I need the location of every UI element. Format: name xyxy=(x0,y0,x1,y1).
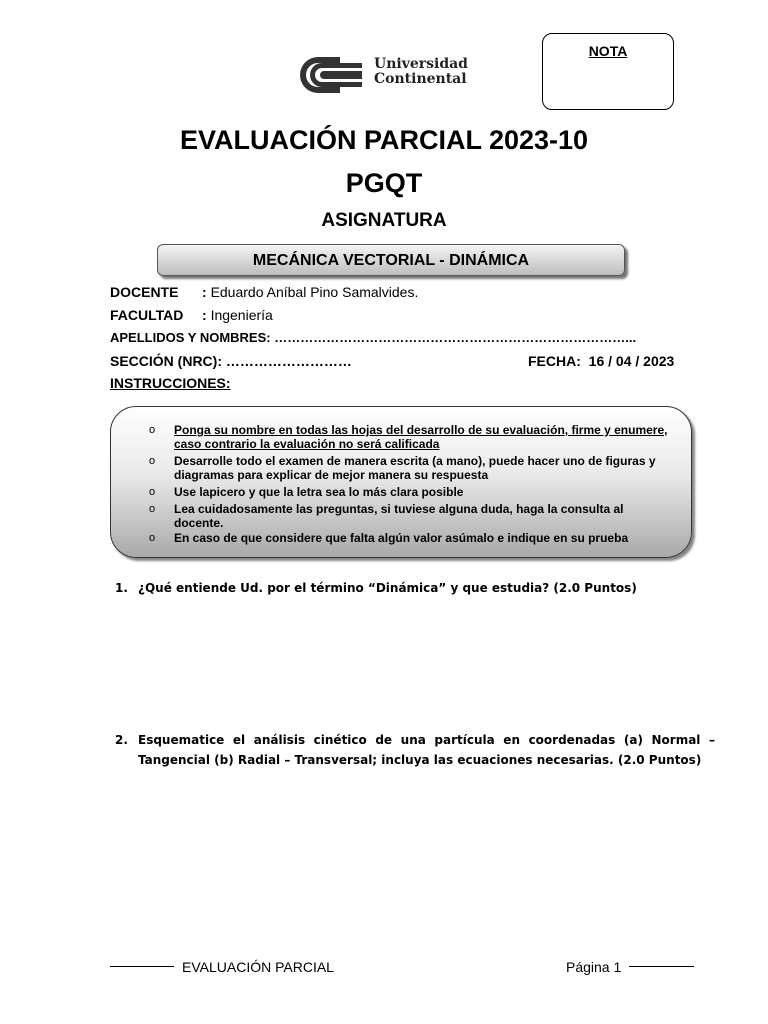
teacher-row xyxy=(110,284,418,300)
bullet-icon: o xyxy=(149,532,156,544)
bullet-icon: o xyxy=(149,503,156,515)
footer-rule-left xyxy=(110,966,174,967)
question-1 xyxy=(115,578,715,598)
section-row xyxy=(110,353,352,369)
teacher-label: DOCENTE xyxy=(110,284,179,300)
question-number: 1. xyxy=(115,581,128,595)
faculty-value: Ingeniería xyxy=(210,307,273,323)
teacher-sep: : xyxy=(202,284,207,300)
bullet-icon: o xyxy=(149,424,156,436)
logo-text xyxy=(374,57,468,87)
instructions-list xyxy=(149,423,669,548)
teacher-name: Eduardo Aníbal Pino Samalvides. xyxy=(210,284,419,300)
instruction-item: o Use lapicero y que la letra sea lo más clara posible xyxy=(149,485,464,499)
bullet-icon: o xyxy=(149,486,156,498)
course-name-box: MECÁNICA VECTORIAL - DINÁMICA xyxy=(157,244,625,276)
faculty-sep: : xyxy=(202,307,207,323)
subject-heading: ASIGNATURA xyxy=(321,210,447,231)
page-number: Página 1 xyxy=(566,959,622,975)
question-text: ¿Qué entiende Ud. por el término “Dinámica” y que estudia? (2.0 Puntos) xyxy=(138,581,637,595)
question-text: Esquematice el análisis cinético de una partícula en coordenadas (a) Normal – Tangencial (b) Radial – Transversal; incluya las ecuaciones necesarias. (2.0 Puntos) xyxy=(138,733,715,767)
section-label: SECCIÓN (NRC): xyxy=(110,353,222,369)
logo-mark-icon xyxy=(300,54,364,96)
exam-subtitle: PGQT xyxy=(345,168,423,198)
university-logo xyxy=(300,54,472,96)
student-name-label: APELLIDOS Y NOMBRES: xyxy=(110,330,271,345)
grade-box xyxy=(542,33,674,110)
logo-line-2: Continental xyxy=(374,71,467,87)
grade-box-label: NOTA xyxy=(588,43,628,59)
footer-rule-right xyxy=(629,966,694,967)
instructions-box xyxy=(110,406,692,558)
student-name-row xyxy=(110,330,636,345)
question-2 xyxy=(115,730,715,770)
instruction-item: o Desarrolle todo el examen de manera escrita (a mano), puede hacer uno de figuras y diagramas para explicar de mejor manera su respuesta xyxy=(149,454,656,482)
instruction-item: o Lea cuidadosamente las preguntas, si tuviese alguna duda, haga la consulta al docente. xyxy=(149,502,624,530)
faculty-label: FACULTAD xyxy=(110,307,184,323)
faculty-row xyxy=(110,307,273,323)
question-number: 2. xyxy=(115,733,128,747)
bullet-icon: o xyxy=(149,455,156,467)
date-label: FECHA: xyxy=(528,353,581,369)
instruction-item: o Ponga su nombre en todas las hojas del desarrollo de su evaluación, firme y enumere, caso contrario la evaluación no será calificada xyxy=(149,423,668,451)
date-row xyxy=(528,353,674,369)
instructions-heading: INSTRUCCIONES: xyxy=(110,375,231,391)
date-value: 16 / 04 / 2023 xyxy=(588,353,675,369)
section-blank: ……………………… xyxy=(225,353,352,369)
student-name-blank: ………………………………………………………………………... xyxy=(274,330,637,345)
exam-title: EVALUACIÓN PARCIAL 2023-10 xyxy=(179,125,589,155)
instruction-item: o En caso de que considere que falta algún valor asúmalo e indique en su prueba xyxy=(149,531,629,545)
footer-title: EVALUACIÓN PARCIAL xyxy=(182,959,334,975)
logo-line-1: Universidad xyxy=(374,56,468,72)
